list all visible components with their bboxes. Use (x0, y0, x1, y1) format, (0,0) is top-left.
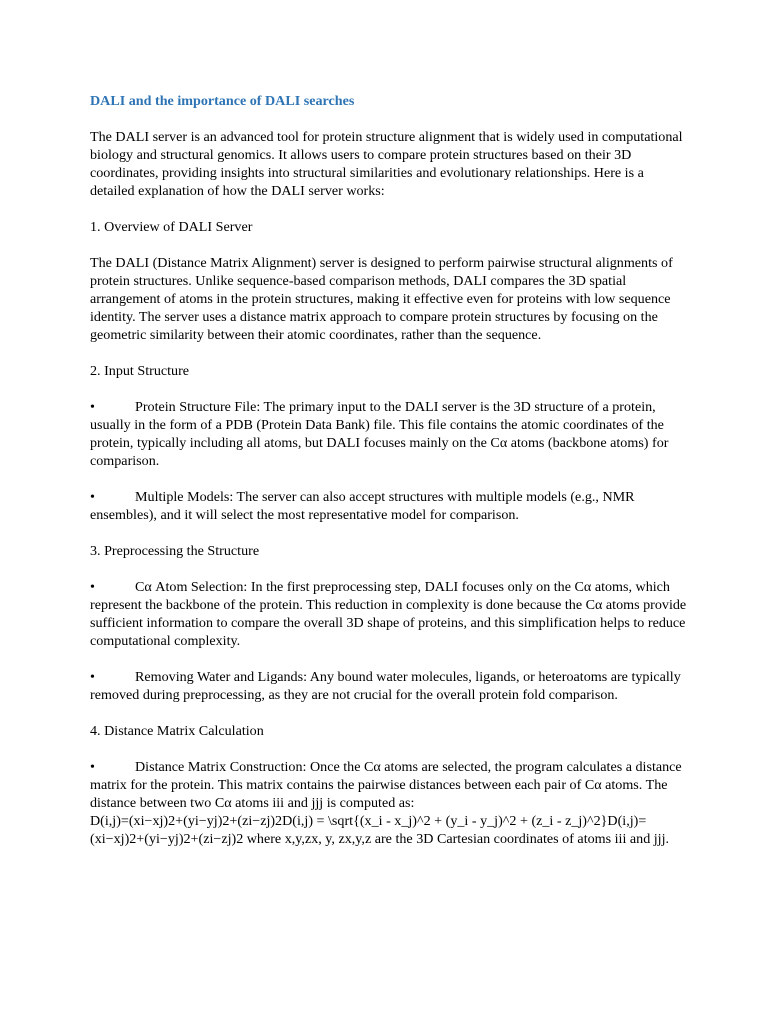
bullet-text: Removing Water and Ligands: Any bound water molecules, ligands, or heteroatoms are typically removed during preprocessing, as they are not crucial for the overall protein fold comparison. (90, 669, 681, 703)
section-3-heading: 3. Preprocessing the Structure (90, 543, 260, 559)
section-2-heading: 2. Input Structure (90, 363, 190, 379)
bullet-icon: • (90, 669, 95, 685)
bullet-text: Cα Atom Selection: In the first preprocessing step, DALI focuses only on the Cα atoms, which represent the backbone of the protein. This reduction in complexity is done because the Cα atoms provide sufficient information to compare the overall 3D shape of proteins, and this simplification helps to reduce computational complexity. (90, 579, 687, 649)
section-1-heading: 1. Overview of DALI Server (90, 219, 253, 235)
intro-paragraph: The DALI server is an advanced tool for protein structure alignment that is widely used in computational biology and structural genomics. It allows users to compare protein structures based on their 3D coordinates, providing insights into structural similarities and evolutionary relationships. Here is a detailed explanation of how the DALI server works: (90, 129, 683, 199)
document-page (90, 92, 690, 848)
section-4-bullet-1 (90, 758, 690, 848)
bullet-icon: • (90, 759, 95, 775)
section-2-bullet-1 (90, 398, 690, 470)
section-1-body: The DALI (Distance Matrix Alignment) server is designed to perform pairwise structural alignments of protein structures. Unlike sequence-based comparison methods, DALI compares the 3D spatial arrangement of atoms in the protein structures, making it effective even for proteins with low sequence identity. The server uses a distance matrix approach to compare protein structures by focusing on the geometric similarity between their atomic coordinates, rather than the sequence. (90, 255, 673, 343)
bullet-text: Protein Structure File: The primary input to the DALI server is the 3D structure of a protein, usually in the form of a PDB (Protein Data Bank) file. This file contains the atomic coordinates of the protein, typically including all atoms, but DALI focuses mainly on the Cα atoms (backbone atoms) for comparison. (90, 399, 669, 469)
bullet-icon: • (90, 399, 95, 415)
bullet-text: Distance Matrix Construction: Once the Cα atoms are selected, the program calculates a distance matrix for the protein. This matrix contains the pairwise distances between each pair of Cα atoms. The distance between two Cα atoms iii and jjj is computed as: (90, 759, 682, 811)
section-3-bullet-2 (90, 668, 690, 704)
document-title: DALI and the importance of DALI searches (90, 93, 355, 109)
bullet-icon: • (90, 489, 95, 505)
bullet-text: Multiple Models: The server can also accept structures with multiple models (e.g., NMR ensembles), and it will select the most representative model for comparison. (90, 489, 635, 523)
section-3-bullet-1 (90, 578, 690, 650)
distance-formula: D(i,j)=(xi−xj)2+(yi−yj)2+(zi−zj)2D(i,j) = \sqrt{(x_i - x_j)^2 + (y_i - y_j)^2 + (z_i - z_j)^2}D(i,j)=(xi−xj)2+(yi−yj)2+(zi−zj)2 where x,y,zx, y, zx,y,z are the 3D Cartesian coordinates of atoms iii and jjj. (90, 813, 670, 847)
section-4-heading: 4. Distance Matrix Calculation (90, 723, 264, 739)
section-2-bullet-2 (90, 488, 690, 524)
bullet-icon: • (90, 579, 95, 595)
